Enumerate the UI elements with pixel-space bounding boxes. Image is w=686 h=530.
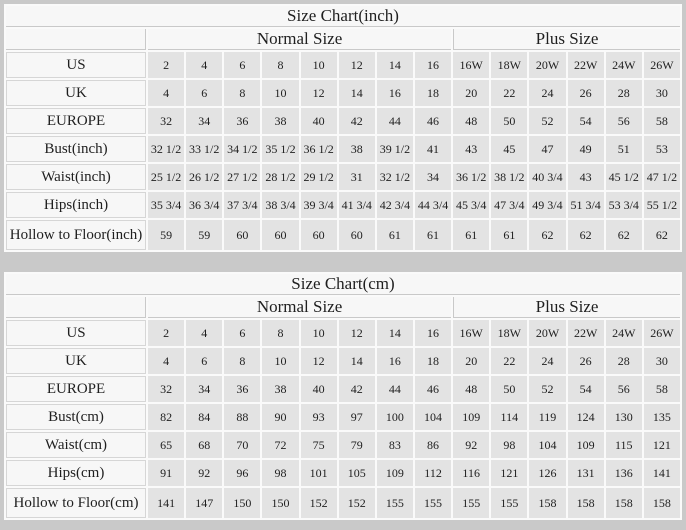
value-cell: 24 <box>529 348 565 374</box>
value-cell: 41 3/4 <box>339 192 375 218</box>
value-cell: 158 <box>606 488 642 518</box>
value-cell: 158 <box>568 488 604 518</box>
value-cell: 27 1/2 <box>224 164 260 190</box>
size-chart-inch-row-label: Hips(inch) <box>6 192 146 218</box>
value-cell: 114 <box>491 404 527 430</box>
value-cell: 109 <box>377 460 413 486</box>
value-cell: 42 <box>339 376 375 402</box>
value-cell: 6 <box>186 348 222 374</box>
value-cell: 61 <box>453 220 489 250</box>
value-cell: 52 <box>529 376 565 402</box>
value-cell: 32 <box>148 376 184 402</box>
value-cell: 126 <box>529 460 565 486</box>
value-cell: 53 <box>644 136 680 162</box>
value-cell: 121 <box>644 432 680 458</box>
value-cell: 88 <box>224 404 260 430</box>
value-cell: 116 <box>453 460 489 486</box>
value-cell: 49 3/4 <box>529 192 565 218</box>
value-cell: 26 1/2 <box>186 164 222 190</box>
value-cell: 100 <box>377 404 413 430</box>
value-cell: 36 3/4 <box>186 192 222 218</box>
value-cell: 92 <box>453 432 489 458</box>
value-cell: 52 <box>529 108 565 134</box>
value-cell: 14 <box>377 52 413 78</box>
value-cell: 6 <box>224 52 260 78</box>
value-cell: 84 <box>186 404 222 430</box>
value-cell: 62 <box>606 220 642 250</box>
value-cell: 47 3/4 <box>491 192 527 218</box>
value-cell: 60 <box>262 220 298 250</box>
value-cell: 12 <box>339 52 375 78</box>
value-cell: 36 1/2 <box>453 164 489 190</box>
value-cell: 158 <box>644 488 680 518</box>
size-chart-inch-row-label: EUROPE <box>6 108 146 134</box>
value-cell: 34 <box>186 108 222 134</box>
value-cell: 30 <box>644 80 680 106</box>
value-cell: 24 <box>529 80 565 106</box>
value-cell: 152 <box>339 488 375 518</box>
size-chart-cm-title: Size Chart(cm) <box>6 274 680 295</box>
value-cell: 39 1/2 <box>377 136 413 162</box>
size-chart-cm <box>4 272 682 520</box>
value-cell: 56 <box>606 376 642 402</box>
value-cell: 40 3/4 <box>529 164 565 190</box>
value-cell: 40 <box>301 108 337 134</box>
value-cell: 14 <box>339 348 375 374</box>
value-cell: 104 <box>529 432 565 458</box>
value-cell: 105 <box>339 460 375 486</box>
value-cell: 55 1/2 <box>644 192 680 218</box>
value-cell: 83 <box>377 432 413 458</box>
value-cell: 46 <box>415 376 451 402</box>
value-cell: 53 3/4 <box>606 192 642 218</box>
value-cell: 12 <box>339 320 375 346</box>
value-cell: 4 <box>148 80 184 106</box>
value-cell: 46 <box>415 108 451 134</box>
value-cell: 10 <box>301 52 337 78</box>
value-cell: 68 <box>186 432 222 458</box>
value-cell: 38 3/4 <box>262 192 298 218</box>
value-cell: 36 <box>224 108 260 134</box>
value-cell: 82 <box>148 404 184 430</box>
value-cell: 2 <box>148 320 184 346</box>
value-cell: 22 <box>491 80 527 106</box>
value-cell: 109 <box>568 432 604 458</box>
value-cell: 24W <box>606 320 642 346</box>
value-cell: 59 <box>186 220 222 250</box>
value-cell: 33 1/2 <box>186 136 222 162</box>
value-cell: 16 <box>415 320 451 346</box>
value-cell: 10 <box>262 80 298 106</box>
value-cell: 98 <box>491 432 527 458</box>
value-cell: 60 <box>339 220 375 250</box>
value-cell: 43 <box>453 136 489 162</box>
value-cell: 34 <box>186 376 222 402</box>
value-cell: 39 3/4 <box>301 192 337 218</box>
value-cell: 49 <box>568 136 604 162</box>
value-cell: 8 <box>262 52 298 78</box>
value-cell: 50 <box>491 376 527 402</box>
value-cell: 8 <box>224 80 260 106</box>
value-cell: 22W <box>568 320 604 346</box>
value-cell: 8 <box>262 320 298 346</box>
value-cell: 59 <box>148 220 184 250</box>
value-cell: 155 <box>415 488 451 518</box>
value-cell: 38 <box>262 376 298 402</box>
value-cell: 34 1/2 <box>224 136 260 162</box>
value-cell: 104 <box>415 404 451 430</box>
value-cell: 61 <box>491 220 527 250</box>
value-cell: 44 <box>377 376 413 402</box>
value-cell: 20W <box>529 320 565 346</box>
table-row <box>6 80 680 106</box>
size-chart-inch-plus-size-header: Plus Size <box>453 29 680 50</box>
value-cell: 6 <box>224 320 260 346</box>
table-row <box>6 348 680 374</box>
value-cell: 109 <box>453 404 489 430</box>
value-cell: 26W <box>644 320 680 346</box>
value-cell: 8 <box>224 348 260 374</box>
value-cell: 2 <box>148 52 184 78</box>
value-cell: 14 <box>339 80 375 106</box>
value-cell: 155 <box>491 488 527 518</box>
table-row <box>6 52 680 78</box>
value-cell: 93 <box>301 404 337 430</box>
value-cell: 16 <box>415 52 451 78</box>
value-cell: 37 3/4 <box>224 192 260 218</box>
value-cell: 16 <box>377 348 413 374</box>
value-cell: 90 <box>262 404 298 430</box>
size-chart-cm-row-label: EUROPE <box>6 376 146 402</box>
value-cell: 101 <box>301 460 337 486</box>
value-cell: 61 <box>377 220 413 250</box>
value-cell: 38 <box>339 136 375 162</box>
value-cell: 16W <box>453 52 489 78</box>
value-cell: 20 <box>453 80 489 106</box>
value-cell: 72 <box>262 432 298 458</box>
value-cell: 150 <box>224 488 260 518</box>
value-cell: 48 <box>453 108 489 134</box>
value-cell: 4 <box>186 320 222 346</box>
value-cell: 36 <box>224 376 260 402</box>
value-cell: 31 <box>339 164 375 190</box>
value-cell: 18 <box>415 80 451 106</box>
value-cell: 6 <box>186 80 222 106</box>
value-cell: 25 1/2 <box>148 164 184 190</box>
value-cell: 26 <box>568 348 604 374</box>
size-chart-cm-row-label: Bust(cm) <box>6 404 146 430</box>
size-chart-cm-plus-size-header: Plus Size <box>453 297 680 318</box>
value-cell: 35 1/2 <box>262 136 298 162</box>
value-cell: 45 3/4 <box>453 192 489 218</box>
size-chart-cm-row-label: UK <box>6 348 146 374</box>
value-cell: 26 <box>568 80 604 106</box>
table-row <box>6 220 680 250</box>
value-cell: 155 <box>377 488 413 518</box>
value-cell: 58 <box>644 108 680 134</box>
value-cell: 135 <box>644 404 680 430</box>
value-cell: 131 <box>568 460 604 486</box>
size-chart-cm-row-label: Hollow to Floor(cm) <box>6 488 146 518</box>
value-cell: 30 <box>644 348 680 374</box>
table-row <box>6 460 680 486</box>
value-cell: 44 <box>377 108 413 134</box>
value-cell: 47 1/2 <box>644 164 680 190</box>
value-cell: 150 <box>262 488 298 518</box>
value-cell: 75 <box>301 432 337 458</box>
value-cell: 18W <box>491 52 527 78</box>
table-row <box>6 108 680 134</box>
value-cell: 136 <box>606 460 642 486</box>
value-cell: 38 1/2 <box>491 164 527 190</box>
value-cell: 130 <box>606 404 642 430</box>
size-chart-inch-row-label: UK <box>6 80 146 106</box>
value-cell: 28 <box>606 80 642 106</box>
value-cell: 62 <box>568 220 604 250</box>
value-cell: 147 <box>186 488 222 518</box>
table-row <box>6 376 680 402</box>
value-cell: 112 <box>415 460 451 486</box>
value-cell: 98 <box>262 460 298 486</box>
value-cell: 40 <box>301 376 337 402</box>
value-cell: 32 1/2 <box>377 164 413 190</box>
value-cell: 12 <box>301 80 337 106</box>
value-cell: 4 <box>148 348 184 374</box>
size-chart-cm-row-label: US <box>6 320 146 346</box>
value-cell: 152 <box>301 488 337 518</box>
value-cell: 124 <box>568 404 604 430</box>
value-cell: 32 <box>148 108 184 134</box>
value-cell: 50 <box>491 108 527 134</box>
value-cell: 43 <box>568 164 604 190</box>
size-chart-inch-row-label: Bust(inch) <box>6 136 146 162</box>
value-cell: 20 <box>453 348 489 374</box>
table-row <box>6 164 680 190</box>
value-cell: 61 <box>415 220 451 250</box>
value-cell: 24W <box>606 52 642 78</box>
value-cell: 65 <box>148 432 184 458</box>
size-chart-inch-row-label: US <box>6 52 146 78</box>
size-chart-cm-corner-cell <box>6 297 146 318</box>
value-cell: 42 <box>339 108 375 134</box>
value-cell: 97 <box>339 404 375 430</box>
value-cell: 54 <box>568 376 604 402</box>
value-cell: 115 <box>606 432 642 458</box>
value-cell: 62 <box>644 220 680 250</box>
size-chart-cm-normal-size-header: Normal Size <box>148 297 451 318</box>
value-cell: 79 <box>339 432 375 458</box>
value-cell: 45 1/2 <box>606 164 642 190</box>
value-cell: 92 <box>186 460 222 486</box>
value-cell: 44 3/4 <box>415 192 451 218</box>
value-cell: 34 <box>415 164 451 190</box>
value-cell: 16W <box>453 320 489 346</box>
value-cell: 32 1/2 <box>148 136 184 162</box>
value-cell: 18 <box>415 348 451 374</box>
value-cell: 12 <box>301 348 337 374</box>
table-row <box>6 320 680 346</box>
value-cell: 26W <box>644 52 680 78</box>
value-cell: 14 <box>377 320 413 346</box>
value-cell: 35 3/4 <box>148 192 184 218</box>
value-cell: 56 <box>606 108 642 134</box>
value-cell: 141 <box>644 460 680 486</box>
size-chart-cm-row-label: Waist(cm) <box>6 432 146 458</box>
size-chart-inch-corner-cell <box>6 29 146 50</box>
value-cell: 16 <box>377 80 413 106</box>
value-cell: 20W <box>529 52 565 78</box>
value-cell: 60 <box>301 220 337 250</box>
value-cell: 141 <box>148 488 184 518</box>
value-cell: 119 <box>529 404 565 430</box>
value-cell: 41 <box>415 136 451 162</box>
value-cell: 158 <box>529 488 565 518</box>
value-cell: 51 <box>606 136 642 162</box>
table-row <box>6 432 680 458</box>
value-cell: 91 <box>148 460 184 486</box>
table-row <box>6 488 680 518</box>
table-row <box>6 404 680 430</box>
value-cell: 54 <box>568 108 604 134</box>
value-cell: 42 3/4 <box>377 192 413 218</box>
value-cell: 86 <box>415 432 451 458</box>
value-cell: 70 <box>224 432 260 458</box>
value-cell: 58 <box>644 376 680 402</box>
tables-container <box>4 4 682 520</box>
value-cell: 10 <box>262 348 298 374</box>
value-cell: 4 <box>186 52 222 78</box>
value-cell: 22 <box>491 348 527 374</box>
value-cell: 47 <box>529 136 565 162</box>
value-cell: 121 <box>491 460 527 486</box>
value-cell: 62 <box>529 220 565 250</box>
size-chart-inch <box>4 4 682 252</box>
value-cell: 48 <box>453 376 489 402</box>
value-cell: 96 <box>224 460 260 486</box>
value-cell: 51 3/4 <box>568 192 604 218</box>
value-cell: 36 1/2 <box>301 136 337 162</box>
value-cell: 10 <box>301 320 337 346</box>
value-cell: 60 <box>224 220 260 250</box>
value-cell: 28 <box>606 348 642 374</box>
value-cell: 45 <box>491 136 527 162</box>
size-chart-cm-row-label: Hips(cm) <box>6 460 146 486</box>
size-chart-inch-row-label: Hollow to Floor(inch) <box>6 220 146 250</box>
value-cell: 155 <box>453 488 489 518</box>
value-cell: 22W <box>568 52 604 78</box>
value-cell: 18W <box>491 320 527 346</box>
table-row <box>6 192 680 218</box>
table-row <box>6 136 680 162</box>
size-chart-inch-title: Size Chart(inch) <box>6 6 680 27</box>
size-chart-inch-normal-size-header: Normal Size <box>148 29 451 50</box>
value-cell: 38 <box>262 108 298 134</box>
size-chart-inch-row-label: Waist(inch) <box>6 164 146 190</box>
value-cell: 29 1/2 <box>301 164 337 190</box>
value-cell: 28 1/2 <box>262 164 298 190</box>
